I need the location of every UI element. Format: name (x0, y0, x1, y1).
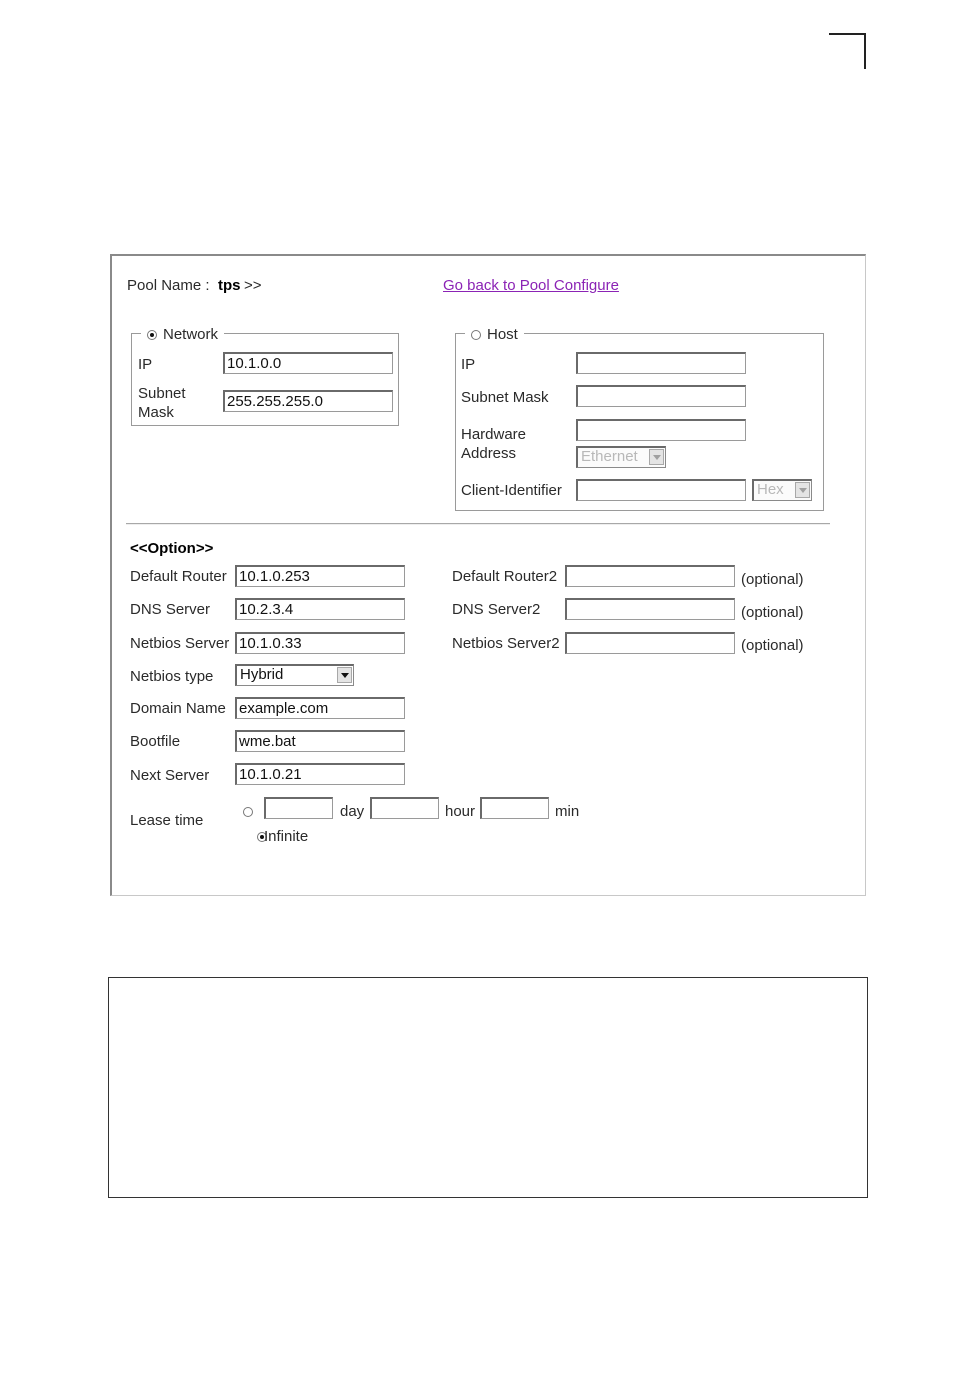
network-radio[interactable] (147, 330, 157, 340)
host-radio[interactable] (471, 330, 481, 340)
network-subnet-input[interactable] (223, 390, 393, 412)
chevron-down-icon (795, 482, 810, 498)
host-legend (465, 326, 524, 344)
chevron-down-icon (337, 667, 352, 683)
domain-name-input[interactable] (235, 697, 405, 719)
lease-min-input[interactable] (480, 797, 549, 819)
domain-name-label: Domain Name (130, 700, 226, 717)
network-legend-label: Network (163, 326, 219, 343)
lease-hour-input[interactable] (370, 797, 439, 819)
dns-server2-input[interactable] (565, 598, 735, 620)
host-ip-label: IP (461, 356, 476, 373)
netbios-type-select[interactable] (235, 664, 354, 686)
pool-name-label: Pool Name : (127, 277, 210, 294)
bootfile-label: Bootfile (130, 733, 181, 750)
default-router-input[interactable] (235, 565, 405, 587)
lease-hour-label: hour (445, 803, 476, 820)
host-hardware-label-2: Address (461, 445, 517, 462)
default-router2-input[interactable] (565, 565, 735, 587)
default-router-label: Default Router (130, 568, 227, 585)
dns-server2-label: DNS Server2 (452, 601, 541, 618)
option-heading: <<Option>> (130, 540, 214, 557)
section-divider (126, 523, 830, 525)
default-router2-label: Default Router2 (452, 568, 558, 585)
lease-duration-radio[interactable] (243, 807, 253, 817)
netbios-server2-label: Netbios Server2 (452, 635, 560, 652)
dns-server2-optional: (optional) (741, 604, 804, 621)
host-client-id-type-select[interactable] (752, 479, 812, 501)
pool-name-value: tps (218, 277, 241, 294)
page-corner-mark (829, 33, 866, 69)
dns-server-input[interactable] (235, 598, 405, 620)
lease-time-label: Lease time (130, 812, 204, 829)
netbios-server-input[interactable] (235, 632, 405, 654)
host-hardware-type-value: Ethernet (581, 448, 638, 465)
network-ip-label: IP (138, 356, 153, 373)
host-client-id-label: Client-Identifier (461, 482, 562, 499)
netbios-type-label: Netbios type (130, 668, 214, 685)
host-subnet-input[interactable] (576, 385, 746, 407)
host-legend-label: Host (487, 326, 518, 343)
lease-min-label: min (555, 803, 580, 820)
netbios-server2-optional: (optional) (741, 637, 804, 654)
network-subnet-label-2: Mask (138, 404, 174, 421)
host-hardware-label-1: Hardware (461, 426, 527, 443)
back-to-pool-configure-link[interactable]: Go back to Pool Configure (443, 277, 619, 294)
netbios-server2-input[interactable] (565, 632, 735, 654)
host-ip-input[interactable] (576, 352, 746, 374)
netbios-server-label: Netbios Server (130, 635, 230, 652)
lease-day-label: day (340, 803, 365, 820)
dns-server-label: DNS Server (130, 601, 211, 618)
chevron-down-icon (649, 449, 664, 465)
network-ip-input[interactable] (223, 352, 393, 374)
host-subnet-label: Subnet Mask (461, 389, 549, 406)
network-legend (141, 326, 224, 344)
default-router2-optional: (optional) (741, 571, 804, 588)
network-subnet-label-1: Subnet (138, 385, 186, 402)
next-server-input[interactable] (235, 763, 405, 785)
netbios-type-value: Hybrid (240, 666, 284, 683)
next-server-label: Next Server (130, 767, 210, 784)
host-hardware-type-select[interactable] (576, 446, 666, 468)
bootfile-input[interactable] (235, 730, 405, 752)
pool-name-suffix: >> (244, 277, 262, 294)
lease-infinite-label: Infinite (264, 828, 309, 845)
host-client-id-type-value: Hex (757, 481, 784, 498)
host-client-id-input[interactable] (576, 479, 746, 501)
command-output-box (108, 977, 868, 1198)
host-hardware-address-input[interactable] (576, 419, 746, 441)
lease-day-input[interactable] (264, 797, 333, 819)
